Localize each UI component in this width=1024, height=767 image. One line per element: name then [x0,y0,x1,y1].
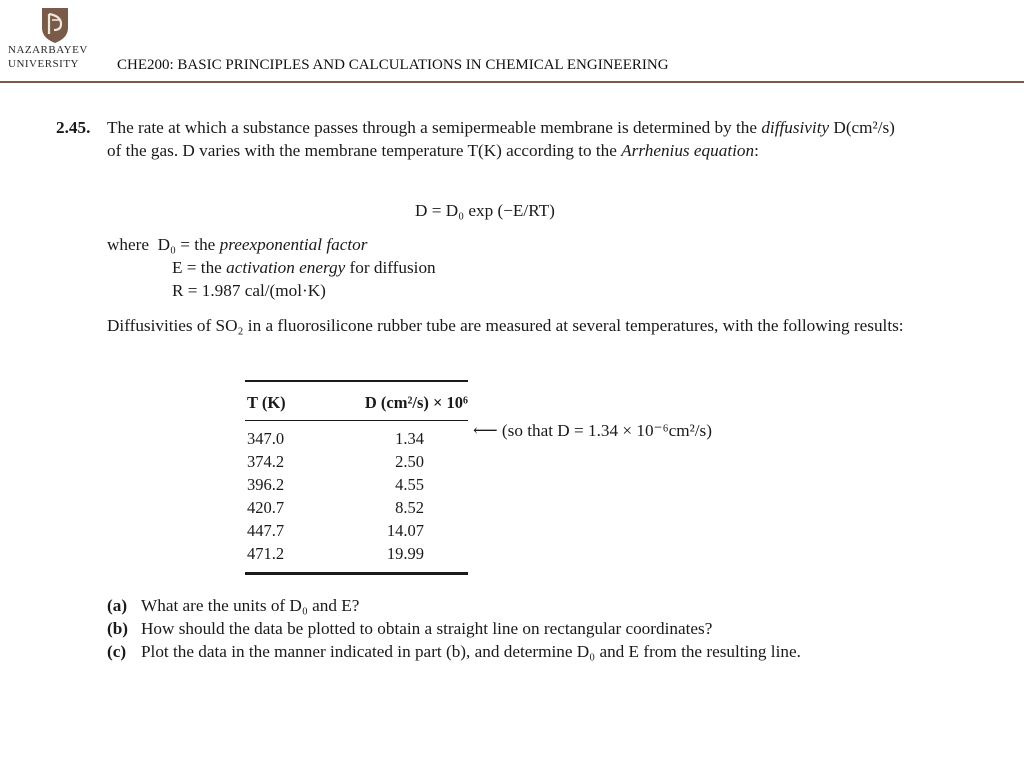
def-equals: = [187,281,198,300]
course-title: CHE200: BASIC PRINCIPLES AND CALCULATIONS IN CHEMICAL ENGINEERING [117,57,669,73]
table-cell-diffusivity: 8.52 [395,498,424,517]
table-top-rule [245,380,468,382]
definition-r [172,280,326,303]
question-label: (b) [107,619,129,638]
def-equals: = [180,235,190,254]
table-cell-diffusivity: 2.50 [395,452,424,471]
table-cell-temperature: 347.0 [247,429,285,448]
question-a [107,595,359,618]
table-cell-temperature: 420.7 [247,498,285,517]
table-cell-diffusivity: 19.99 [386,544,424,563]
problem-intro [107,117,907,162]
def-value: 1.987 cal/(mol·K) [201,281,326,300]
data-intro: Diffusivities of SO₂ in a fluorosilicone rubber tube are measured at several temperatures, with the following results: [107,316,904,335]
definition-e [172,257,436,280]
table-header-diffusivity: D (cm²/s) × 10⁶ [364,393,468,412]
def-symbol: R [172,281,184,300]
intro-end: : [754,140,759,160]
table-header-temperature: T (K) [247,393,286,412]
question-text: What are the units of D₀ and E? [141,596,360,615]
table-cell-temperature: 374.2 [247,452,285,471]
intro-term-diffusivity: diffusivity [761,118,830,137]
university-line-1: NAZARBAYEV [8,44,88,56]
def-symbol: E [172,258,183,277]
question-text: How should the data be plotted to obtain a straight line on rectangular coordinates? [141,619,713,638]
table-cell-diffusivity: 4.55 [395,475,424,494]
def-term: preexponential factor [219,235,368,254]
def-suffix: for diffusion [349,258,436,277]
table-cell-temperature: 471.2 [247,544,285,563]
def-prefix: the [194,235,216,254]
nazarbayev-university-crest-icon [40,6,70,44]
question-label: (c) [107,642,127,661]
problem-number: 2.45. [56,118,91,137]
table-cell-diffusivity: 1.34 [395,429,424,448]
header-divider [0,81,1024,83]
where-word: where [107,235,149,254]
question-c [107,641,901,664]
university-line-2: UNIVERSITY [8,58,79,70]
diffusivity-table [245,380,468,576]
definition-d0 [107,234,367,257]
table-cell-temperature: 447.7 [247,521,285,540]
def-equals: = [186,258,197,277]
university-name [8,43,103,71]
question-text: Plot the data in the manner indicated in part (b), and determine D₀ and E from the resulting line. [141,642,801,661]
arrhenius-equation: D = D₀ exp (−E/RT) [415,201,555,220]
question-b [107,618,712,641]
table-first-row-note: ⟵ (so that D = 1.34 × 10⁻⁶cm²/s) [473,421,712,440]
table-header-rule [245,420,468,421]
def-prefix: the [200,258,222,277]
intro-term-arrhenius: Arrhenius equation [621,140,755,160]
intro-part-1: The rate at which a substance passes through a semipermeable membrane is determined by the [107,118,758,137]
table-cell-temperature: 396.2 [247,475,285,494]
table-bottom-rule [245,572,468,575]
def-symbol: D₀ [157,235,176,254]
question-label: (a) [107,596,128,615]
table-cell-diffusivity: 14.07 [386,521,424,540]
intro-part-2: D(cm²/s) of the gas. D varies with the membrane temperature T(K) according to the [107,118,895,160]
def-term: activation energy [226,258,346,277]
